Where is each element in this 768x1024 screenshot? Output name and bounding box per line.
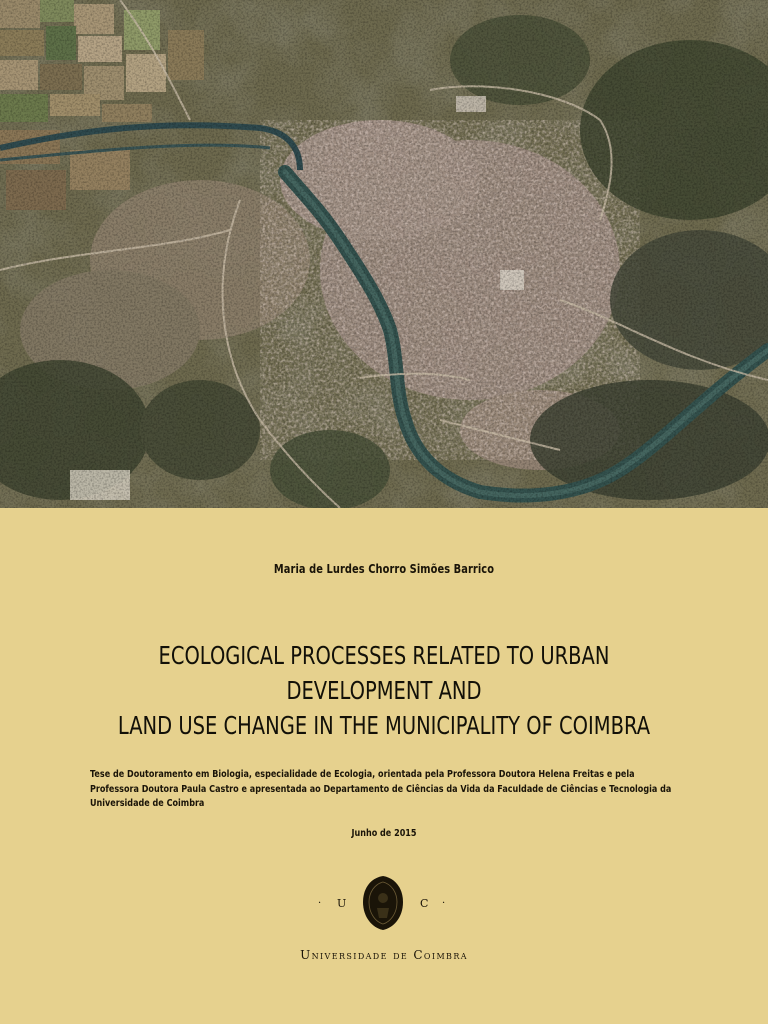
description-line1: Tese de Doutoramento em Biologia, especialidade de Ecologia, orientada pela Professora Doutora Helena Freitas e pela — [90, 769, 635, 780]
thesis-title-line2: LAND USE CHANGE IN THE MUNICIPALITY OF COIMBRA — [117, 711, 651, 740]
thesis-date: Junho de 2015 — [351, 828, 417, 839]
dot-separator: · — [442, 898, 446, 909]
university-seal-icon — [361, 874, 405, 932]
thesis-description — [90, 768, 680, 812]
aerial-map-image — [0, 0, 768, 508]
university-logo — [312, 874, 456, 934]
author-name: Maria de Lurdes Chorro Simões Barrico — [273, 562, 495, 576]
thesis-title — [100, 638, 668, 743]
dot-separator: · — [318, 898, 322, 909]
description-line3: Universidade de Coimbra — [90, 798, 205, 809]
thesis-title-line1: ECOLOGICAL PROCESSES RELATED TO URBAN DEVELOPMENT AND — [158, 641, 610, 705]
cover-text-panel — [0, 508, 768, 1024]
logo-letter-c: C — [420, 897, 429, 910]
university-name: Universidade de Coimbra — [300, 948, 468, 962]
description-line2: Professora Doutora Paula Castro e apresentada ao Departamento de Ciências da Vida da Faculdade de Ciências e Tecnologia da — [90, 783, 672, 795]
logo-letter-u: U — [337, 897, 347, 910]
